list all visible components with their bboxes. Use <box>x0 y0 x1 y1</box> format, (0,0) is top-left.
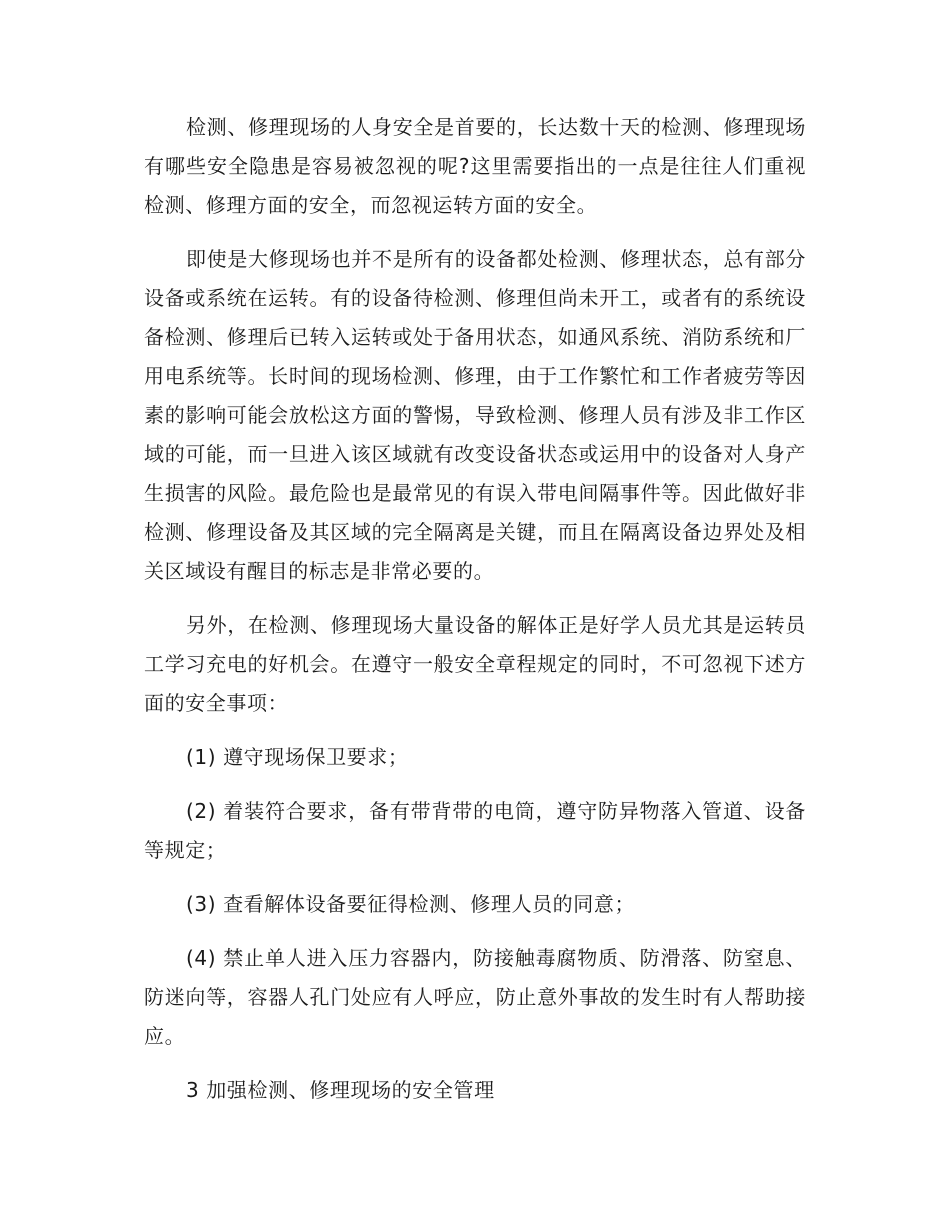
section-heading: 3 加强检测、修理现场的安全管理 <box>186 1078 495 1102</box>
list-item-3: (3) 查看解体设备要征得检测、修理人员的同意； <box>186 892 636 916</box>
paragraph-intro: 检测、修理现场的人身安全是首要的，长达数十天的检测、修理现场有哪些安全隐患是容易被忽视的呢?这里需要指出的一点是往往人们重视检测、修理方面的安全，而忽视运转方面的安全。 <box>144 115 806 217</box>
document-body <box>144 108 806 1125</box>
list-item-2: (2) 着装符合要求，备有带背带的电筒，遵守防异物落入管道、设备等规定； <box>144 799 806 862</box>
list-item-4: (4) 禁止单人进入压力容器内，防接触毒腐物质、防滑落、防窒息、防迷向等，容器人孔门处应有人呼应，防止意外事故的发生时有人帮助接应。 <box>144 946 806 1048</box>
list-item-1: (1) 遵守现场保卫要求； <box>186 745 409 769</box>
paragraph-learning-opportunity: 另外，在检测、修理现场大量设备的解体正是好学人员尤其是运转员工学习充电的好机会。在遵守一般安全章程规定的同时，不可忽视下述方面的安全事项： <box>144 613 806 715</box>
paragraph-overhaul-site: 即使是大修现场也并不是所有的设备都处检测、修理状态，总有部分设备或系统在运转。有的设备待检测、修理但尚未开工，或者有的系统设备检测、修理后已转入运转或处于备用状态，如通风系统、消防系统和厂用电系统等。长时间的现场检测、修理，由于工作繁忙和工作者疲劳等因素的影响可能会放松这方面的警惕，导致检测、修理人员有涉及非工作区域的可能，而一旦进入该区域就有改变设备状态或运用中的设备对人身产生损害的风险。最危险也是最常见的有误入带电间隔事件等。因此做好非检测、修理设备及其区域的完全隔离是关键，而且在隔离设备边界处及相关区域设有醒目的标志是非常必要的。 <box>144 247 806 583</box>
